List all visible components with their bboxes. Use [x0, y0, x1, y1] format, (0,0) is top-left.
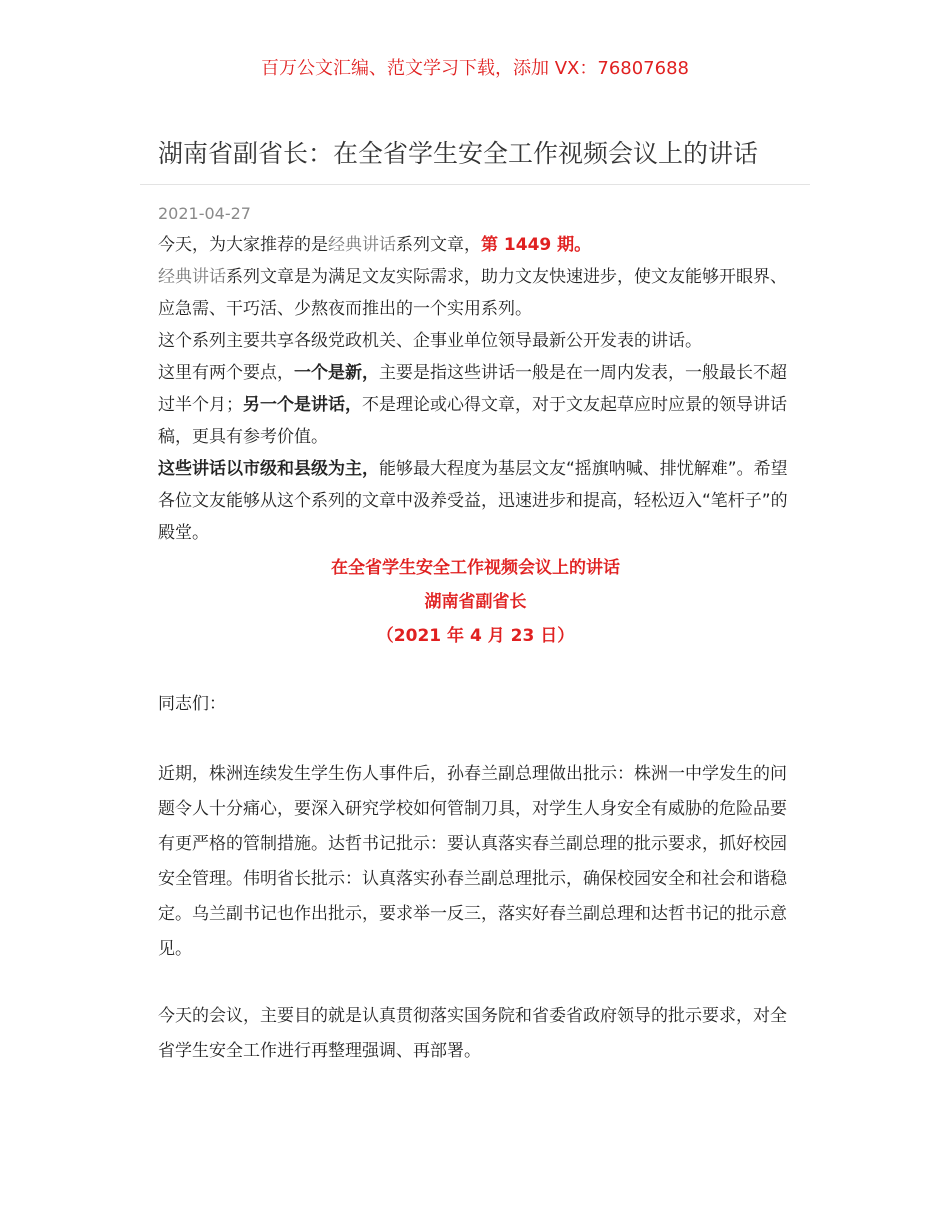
key-point-1: 一个是新，: [294, 363, 379, 383]
intro-text: 这里有两个要点，: [158, 363, 294, 383]
speech-greeting: 同志们：: [158, 694, 226, 714]
issue-number: 第 1449 期。: [481, 235, 592, 255]
intro-paragraph-2: [158, 261, 793, 325]
intro-text: 今天，为大家推荐的是: [158, 235, 328, 255]
scope-highlight: 这些讲话以市级和县级为主，: [158, 459, 379, 479]
speech-heading: [158, 551, 793, 653]
intro-paragraph-3: 这个系列主要共享各级党政机关、企事业单位领导最新公开发表的讲话。: [158, 331, 702, 351]
promo-banner: 百万公文汇编、范文学习下载，添加 VX：76807688: [261, 58, 689, 79]
speech-date: （2021 年 4 月 23 日）: [376, 626, 575, 646]
key-point-2: 另一个是讲话，: [243, 395, 362, 415]
intro-paragraph-1: [158, 229, 793, 261]
article-title: 湖南省副省长：在全省学生安全工作视频会议上的讲话: [158, 139, 759, 168]
intro-text: 不是理论或心得文章，对于文友起草应时应景的领导讲话稿，更具有参考价值。: [158, 395, 787, 447]
speech-speaker: 湖南省副省长: [424, 592, 527, 612]
title-divider: [140, 184, 810, 185]
intro-text: 系列文章是为满足文友实际需求，助力文友快速进步，使文友能够开眼界、应急需、干巧活、少熬夜而推出的一个实用系列。: [158, 267, 787, 319]
intro-text: 能够最大程度为基层文友“摇旗呐喊、排忧解难”。希望各位文友能够从这个系列的文章中汲养受益，迅速进步和提高，轻松迈入“笔杆子”的殿堂。: [158, 459, 788, 543]
series-name: 经典讲话: [328, 235, 396, 255]
series-name: 经典讲话: [158, 267, 226, 287]
intro-paragraph-4: [158, 357, 793, 453]
speech-title: 在全省学生安全工作视频会议上的讲话: [331, 558, 620, 578]
series-intro: [158, 229, 793, 549]
intro-paragraph-5: [158, 453, 793, 549]
intro-text: 系列文章，: [396, 235, 481, 255]
speech-paragraph-1: 近期，株洲连续发生学生伤人事件后，孙春兰副总理做出批示：株洲一中学发生的问题令人十分痛心，要深入研究学校如何管制刀具，对学生人身安全有威胁的危险品要有更严格的管制措施。达哲书记批示：要认真落实春兰副总理的批示要求，抓好校园安全管理。伟明省长批示：认真落实孙春兰副总理批示，确保校园安全和社会和谐稳定。乌兰副书记也作出批示，要求举一反三，落实好春兰副总理和达哲书记的批示意见。: [158, 764, 787, 959]
speech-paragraph-2: 今天的会议，主要目的就是认真贯彻落实国务院和省委省政府领导的批示要求，对全省学生安全工作进行再整理强调、再部署。: [158, 1006, 787, 1061]
intro-text: 主要是指这些讲话一般是在一周内发表，一般最长不超过半个月；: [158, 363, 787, 415]
publish-date: 2021-04-27: [158, 204, 251, 223]
